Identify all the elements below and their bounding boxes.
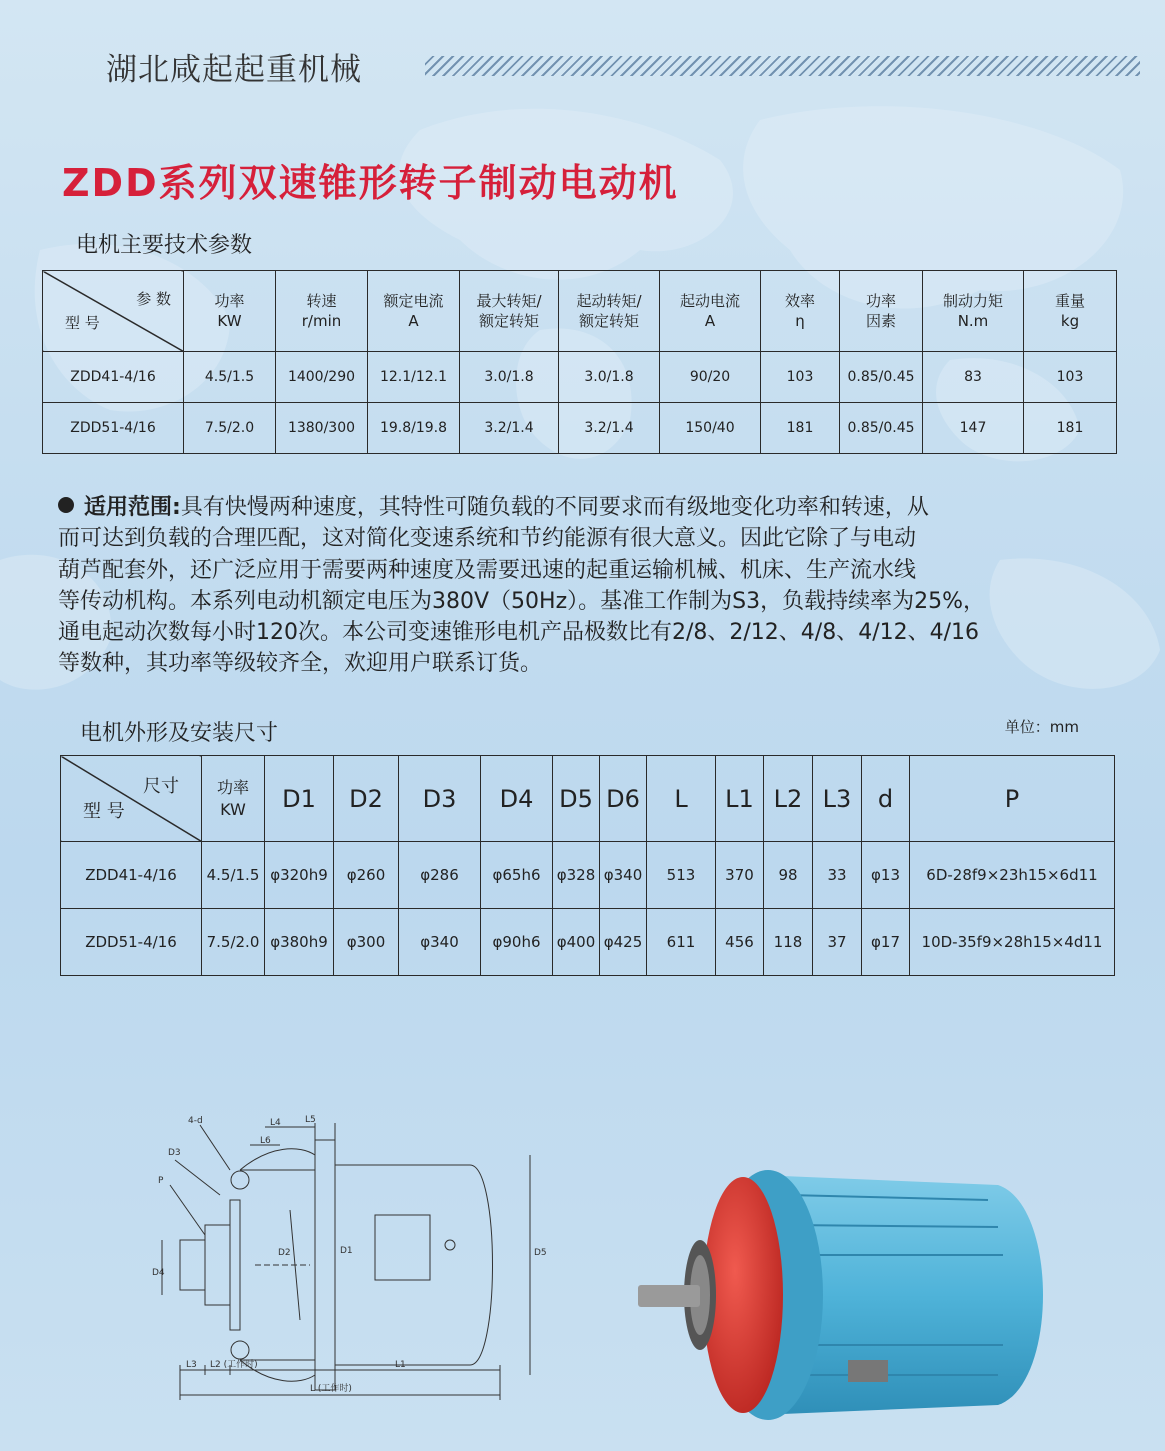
table-cell: 370	[716, 842, 764, 909]
dimensions-power-header: 功率 KW	[202, 756, 265, 842]
table-cell: ZDD41-4/16	[43, 352, 184, 403]
company-header: 湖北咸起起重机械	[106, 52, 362, 88]
specs-corner-top: 参 数	[136, 290, 171, 308]
table-cell: φ65h6	[481, 842, 553, 909]
drawing-label: P	[158, 1176, 164, 1186]
dimensions-col-header: L3	[813, 756, 862, 842]
table-cell: 19.8/19.8	[368, 403, 460, 454]
description-line: 而可达到负载的合理匹配，这对简化变速系统和节约能源有很大意义。因此它除了与电动	[58, 526, 917, 552]
table-cell: φ13	[862, 842, 910, 909]
table-cell: 7.5/2.0	[184, 403, 276, 454]
specs-col-header: 制动力矩 N.m	[923, 271, 1024, 352]
table-cell: 12.1/12.1	[368, 352, 460, 403]
dimensions-corner-cell	[61, 756, 202, 842]
dimensions-col-header: d	[862, 756, 910, 842]
table-cell: φ328	[553, 842, 600, 909]
specs-row-zdd41	[43, 352, 1117, 403]
specs-col-header: 最大转矩/ 额定转矩	[460, 271, 559, 352]
dimensions-table	[60, 755, 1115, 976]
drawing-label: L5	[305, 1115, 316, 1125]
table-cell: 147	[923, 403, 1024, 454]
table-cell: 3.2/1.4	[460, 403, 559, 454]
page-title: ZDD系列双速锥形转子制动电动机	[62, 161, 679, 205]
dimensions-row-zdd51	[61, 909, 1115, 976]
specs-col-header: 效率 η	[761, 271, 840, 352]
dimensions-col-header: D5	[553, 756, 600, 842]
table-cell: 7.5/2.0	[202, 909, 265, 976]
table-cell: ZDD41-4/16	[61, 842, 202, 909]
table-cell: φ320h9	[265, 842, 334, 909]
table-cell: 3.2/1.4	[559, 403, 660, 454]
drawing-label: L6	[260, 1136, 271, 1146]
dimensions-col-header: L	[647, 756, 716, 842]
specs-col-header: 起动转矩/ 额定转矩	[559, 271, 660, 352]
dimensions-col-header: D2	[334, 756, 399, 842]
specs-col-header: 功率 因素	[840, 271, 923, 352]
specs-corner-cell	[43, 271, 184, 352]
dimensions-unit: 单位：mm	[1004, 718, 1079, 736]
dimensions-col-header: D6	[600, 756, 647, 842]
drawing-label: L3	[186, 1360, 197, 1370]
dimensions-header-row	[61, 756, 1115, 842]
description-line: 通电起动次数每小时120次。本公司变速锥形电机产品极数比有2/8、2/12、4/8、4/12、4/16	[58, 620, 980, 646]
table-cell: 456	[716, 909, 764, 976]
description-line: 具有快慢两种速度，其特性可随负载的不同要求而有级地变化功率和转速，从	[180, 495, 929, 520]
drawing-label: L (工作时)	[310, 1384, 352, 1394]
specs-table	[42, 270, 1117, 454]
description-lead: 适用范围:	[84, 495, 181, 520]
dimensions-col-header: L1	[716, 756, 764, 842]
drawing-label: L1	[395, 1360, 406, 1370]
table-cell: φ260	[334, 842, 399, 909]
drawing-label: D2	[278, 1248, 291, 1258]
table-cell: 4.5/1.5	[184, 352, 276, 403]
table-cell: 513	[647, 842, 716, 909]
table-cell: ZDD51-4/16	[43, 403, 184, 454]
dimensions-col-header: D4	[481, 756, 553, 842]
table-cell: 0.85/0.45	[840, 403, 923, 454]
drawing-label: 4-d	[188, 1116, 203, 1126]
description-line: 葫芦配套外，还广泛应用于需要两种速度及需要迅速的起重运输机械、机床、生产流水线	[58, 557, 917, 583]
table-cell: φ380h9	[265, 909, 334, 976]
motor-product-illustration	[618, 1155, 1068, 1435]
drawing-label: D3	[168, 1148, 181, 1158]
specs-corner-bottom: 型 号	[65, 314, 100, 332]
table-cell: 3.0/1.8	[460, 352, 559, 403]
table-cell: 611	[647, 909, 716, 976]
specs-row-zdd51	[43, 403, 1117, 454]
table-cell: 103	[761, 352, 840, 403]
drawing-label: D4	[152, 1268, 165, 1278]
specs-col-header: 功率 KW	[184, 271, 276, 352]
drawing-label: D5	[534, 1248, 547, 1258]
description-line: 等数种，其功率等级较齐全，欢迎用户联系订货。	[58, 651, 543, 677]
table-cell: 3.0/1.8	[559, 352, 660, 403]
specs-col-header: 起动电流 A	[660, 271, 761, 352]
table-cell: φ300	[334, 909, 399, 976]
dimensions-row-zdd41	[61, 842, 1115, 909]
specs-col-header: 重量 kg	[1024, 271, 1117, 352]
dimensions-corner-top: 尺寸	[143, 776, 179, 797]
specs-header-row	[43, 271, 1117, 352]
drawing-label: D1	[340, 1246, 353, 1256]
specs-col-header: 额定电流 A	[368, 271, 460, 352]
table-cell: 181	[761, 403, 840, 454]
table-cell: 118	[764, 909, 813, 976]
table-cell: φ17	[862, 909, 910, 976]
table-cell: ZDD51-4/16	[61, 909, 202, 976]
table-cell: 0.85/0.45	[840, 352, 923, 403]
specs-section-title: 电机主要技术参数	[76, 233, 253, 258]
specs-col-header: 转速 r/min	[276, 271, 368, 352]
table-cell: φ90h6	[481, 909, 553, 976]
dimensions-col-header: L2	[764, 756, 813, 842]
table-cell: 150/40	[660, 403, 761, 454]
table-cell: 10D-35f9×28h15×4d11	[910, 909, 1115, 976]
table-cell: φ286	[399, 842, 481, 909]
description-line: 等传动机构。本系列电动机额定电压为380V（50Hz）。基准工作制为S3，负载持续率为25%，	[58, 588, 985, 614]
motor-dimension-drawing	[150, 1105, 560, 1405]
table-cell: φ425	[600, 909, 647, 976]
dimensions-corner-bottom: 型 号	[83, 801, 125, 822]
table-cell: 98	[764, 842, 813, 909]
header-hatch-decoration	[425, 56, 1140, 76]
table-cell: 90/20	[660, 352, 761, 403]
table-cell: φ340	[399, 909, 481, 976]
drawing-label: L4	[270, 1118, 281, 1128]
dimensions-col-header: P	[910, 756, 1115, 842]
drawing-label: L2 (工作时)	[210, 1360, 258, 1370]
table-cell: 6D-28f9×23h15×6d11	[910, 842, 1115, 909]
table-cell: 181	[1024, 403, 1117, 454]
table-cell: 1380/300	[276, 403, 368, 454]
table-cell: φ400	[553, 909, 600, 976]
table-cell: 37	[813, 909, 862, 976]
table-cell: 83	[923, 352, 1024, 403]
dimensions-col-header: D3	[399, 756, 481, 842]
dimensions-col-header: D1	[265, 756, 334, 842]
table-cell: 1400/290	[276, 352, 368, 403]
bullet-icon	[58, 497, 74, 513]
application-description	[58, 492, 1118, 680]
table-cell: φ340	[600, 842, 647, 909]
table-cell: 33	[813, 842, 862, 909]
table-cell: 4.5/1.5	[202, 842, 265, 909]
table-cell: 103	[1024, 352, 1117, 403]
dimensions-section-title: 电机外形及安装尺寸	[80, 721, 279, 746]
